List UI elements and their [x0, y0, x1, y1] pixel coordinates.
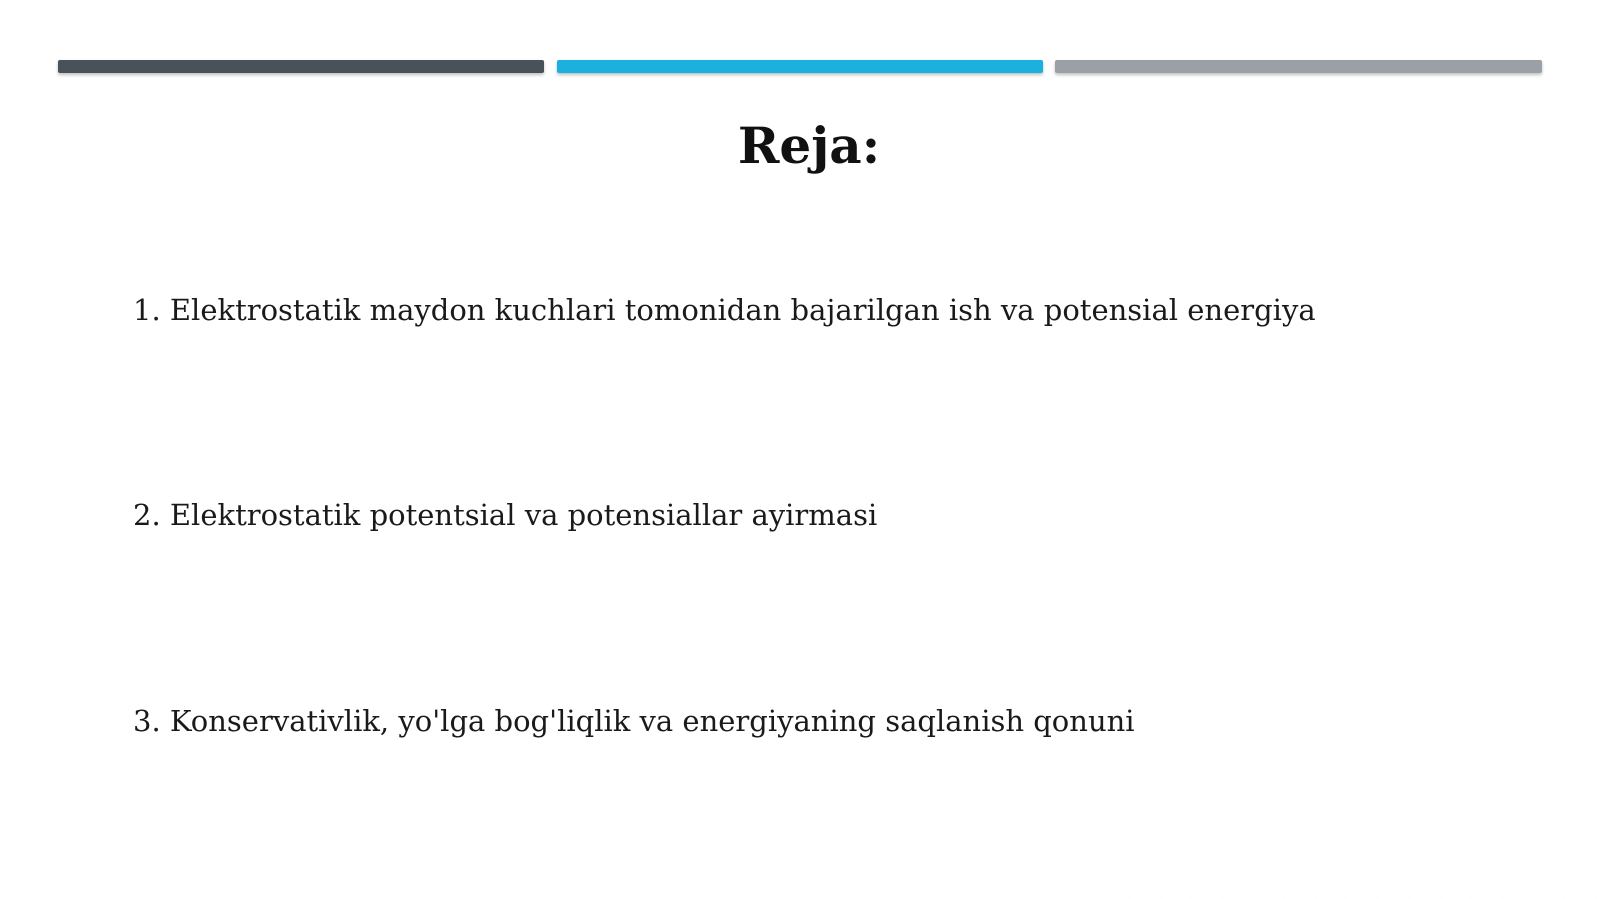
plan-item-2: 2. Elektrostatik potentsial va potensiallar ayirmasi: [133, 498, 878, 532]
plan-item-3: 3. Konservativlik, yo'lga bog'liqlik va energiyaning saqlanish qonuni: [133, 704, 1135, 738]
slide-title: Reja:: [737, 115, 881, 175]
top-bar-dark: [58, 60, 544, 73]
top-bar-gray: [1055, 60, 1542, 73]
plan-item-1: 1. Elektrostatik maydon kuchlari tomonidan bajarilgan ish va potensial energiya: [133, 293, 1316, 327]
background-pattern: [1120, 159, 1600, 899]
top-bar-blue: [557, 60, 1043, 73]
